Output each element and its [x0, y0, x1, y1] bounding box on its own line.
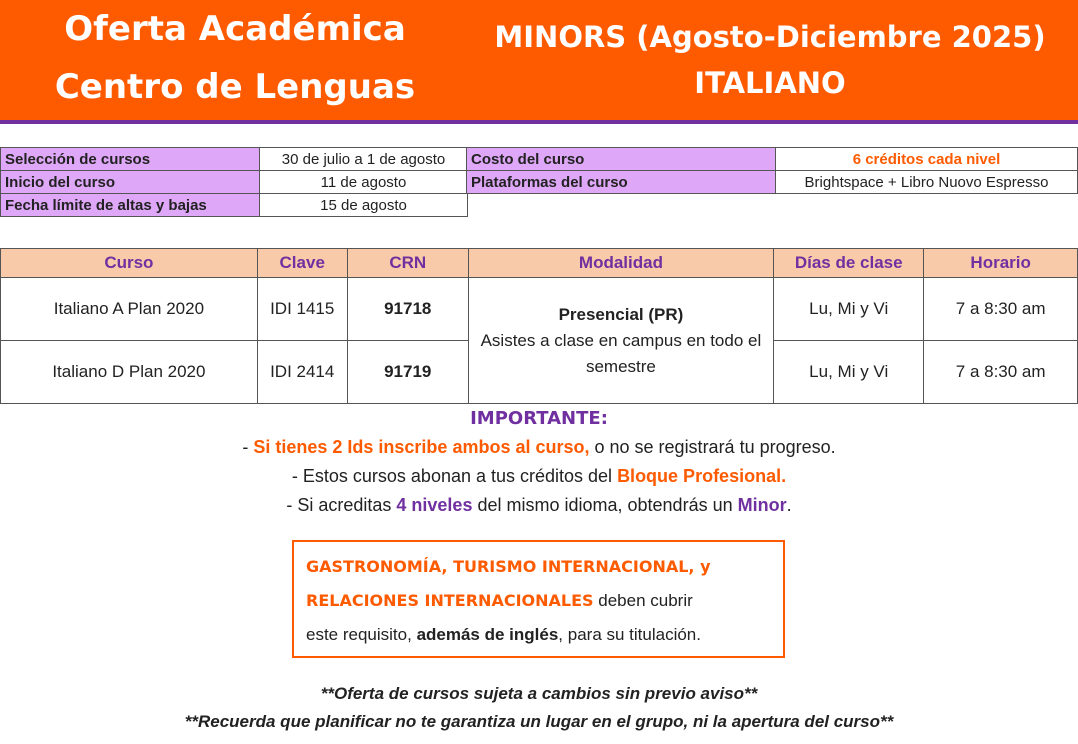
l3-pre: - Si acreditas [286, 495, 397, 515]
l1-post: o no se registrará tu progreso. [589, 437, 836, 457]
fecha-limite-label: Fecha límite de altas y bajas [1, 194, 260, 217]
course-horario: 7 a 8:30 am [924, 278, 1078, 341]
importante-section [0, 404, 1078, 520]
course-name: Italiano D Plan 2020 [1, 341, 258, 404]
col-modalidad: Modalidad [468, 249, 773, 278]
header-title-line2: Centro de Lenguas [54, 67, 416, 107]
course-crn: 91719 [347, 341, 468, 404]
l3-highlight-1: 4 niveles [396, 495, 473, 515]
footer-notes [0, 680, 1078, 736]
header-subtitle-line2: ITALIANO [694, 66, 846, 100]
box-line-3 [306, 618, 771, 652]
col-crn: CRN [347, 249, 468, 278]
course-clave: IDI 1415 [257, 278, 347, 341]
modalidad-desc: Asistes a clase en campus en todo el semestre [480, 330, 762, 376]
plataformas-label: Plataformas del curso [467, 171, 776, 194]
fecha-limite-value: 15 de agosto [260, 194, 468, 217]
importante-line-3 [0, 491, 1078, 520]
header-title-line1: Oferta Académica [64, 9, 406, 49]
box-line2-post: deben cubrir [593, 591, 693, 610]
box-line3-bold: además de inglés [416, 625, 559, 644]
box-line2-highlight: RELACIONES INTERNACIONALES [306, 591, 594, 610]
box-line3-pre: este requisito, [306, 625, 417, 644]
header-right [462, 14, 1078, 106]
l1-highlight: Si tienes 2 Ids inscribe ambos al curso, [253, 437, 590, 457]
table-row [1, 278, 1078, 341]
importante-line-2 [0, 462, 1078, 491]
seleccion-label: Selección de cursos [1, 148, 260, 171]
l1-pre: - [242, 437, 254, 457]
l2-highlight: Bloque Profesional. [617, 466, 787, 486]
costo-label: Costo del curso [467, 148, 776, 171]
box-line3-post: , para su titulación. [558, 625, 701, 644]
plataformas-value: Brightspace + Libro Nuovo Espresso [776, 171, 1078, 194]
l3-post: . [786, 495, 792, 515]
course-clave: IDI 2414 [257, 341, 347, 404]
header-banner [0, 0, 1078, 124]
importante-title: IMPORTANTE: [470, 408, 608, 429]
course-horario: 7 a 8:30 am [924, 341, 1078, 404]
col-curso: Curso [1, 249, 258, 278]
courses-header-row [1, 249, 1078, 278]
course-name: Italiano A Plan 2020 [1, 278, 258, 341]
l2-pre: - Estos cursos abonan a tus créditos del [291, 466, 618, 486]
requirement-box [292, 540, 785, 658]
course-crn: 91718 [347, 278, 468, 341]
col-horario: Horario [924, 249, 1078, 278]
inicio-value: 11 de agosto [260, 171, 468, 194]
l3-highlight-2: Minor [737, 495, 787, 515]
box-line-1: GASTRONOMÍA, TURISMO INTERNACIONAL, y [306, 557, 711, 576]
importante-line-1 [0, 433, 1078, 462]
inicio-label: Inicio del curso [1, 171, 260, 194]
box-line-2 [306, 584, 771, 618]
courses-table [0, 248, 1078, 404]
cost-info-table [466, 147, 1078, 194]
header-left [0, 0, 470, 116]
costo-value: 6 créditos cada nivel [776, 148, 1078, 171]
schedule-info-table [0, 147, 468, 217]
header-subtitle-line1: MINORS (Agosto-Diciembre 2025) [494, 20, 1046, 54]
course-dias: Lu, Mi y Vi [774, 278, 924, 341]
footer-line-2: **Recuerda que planificar no te garantiza un lugar en el grupo, ni la apertura del curso** [184, 712, 894, 731]
footer-line-1: **Oferta de cursos sujeta a cambios sin previo aviso** [320, 684, 758, 703]
col-dias: Días de clase [774, 249, 924, 278]
l3-mid: del mismo idioma, obtendrás un [472, 495, 738, 515]
col-clave: Clave [257, 249, 347, 278]
course-dias: Lu, Mi y Vi [774, 341, 924, 404]
seleccion-value: 30 de julio a 1 de agosto [260, 148, 468, 171]
modalidad-cell [468, 278, 773, 404]
modalidad-title: Presencial (PR) [558, 304, 684, 324]
